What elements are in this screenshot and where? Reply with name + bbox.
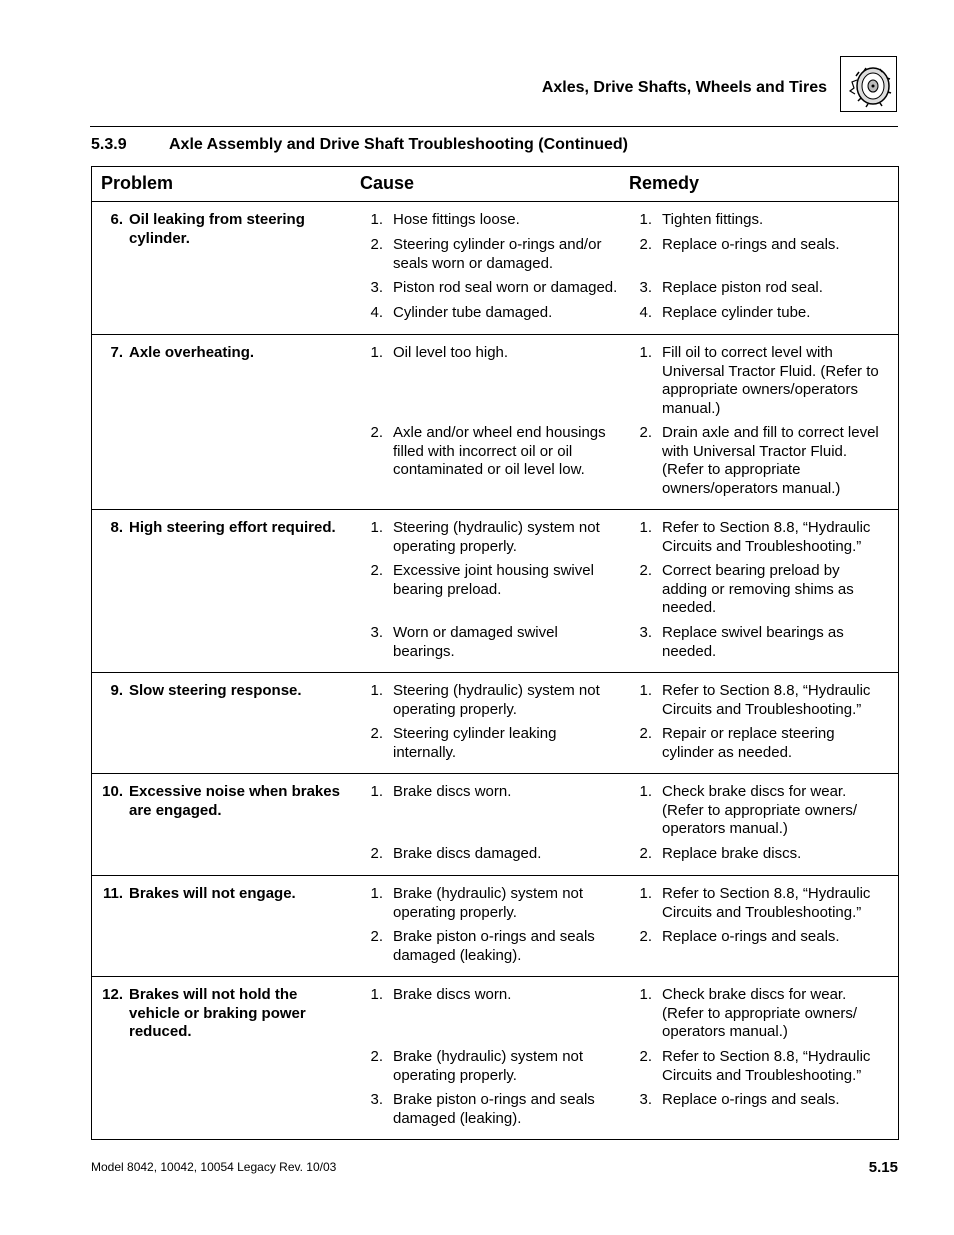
- remedy-item-text: Refer to Section 8.8, “Hydraulic Circuits and Troubleshooting.”: [662, 519, 871, 555]
- cause-cell: [360, 519, 629, 667]
- remedy-item-number: 1.: [639, 211, 652, 228]
- remedy-item-text: Replace o-rings and seals.: [662, 1091, 840, 1108]
- column-header-problem: Problem: [101, 173, 174, 193]
- problem-text: Oil leaking from steering cylinder.: [129, 211, 305, 247]
- column-header-remedy: Remedy: [629, 173, 700, 193]
- remedy-item-text: Replace brake discs.: [662, 845, 802, 862]
- problem-number: 6.: [110, 211, 123, 228]
- table-header: [92, 167, 898, 202]
- problem-cell: [92, 986, 360, 1134]
- remedy-item: [629, 304, 898, 323]
- remedy-cell: [629, 211, 898, 329]
- cause-cell: [360, 885, 629, 971]
- cause-item-number: 2.: [370, 236, 383, 253]
- cause-item-text: Brake (hydraulic) system not operating properly.: [393, 1048, 584, 1084]
- cause-item-text: Oil level too high.: [393, 344, 509, 361]
- cause-item: [360, 783, 629, 839]
- problem-cell: [92, 682, 360, 768]
- cause-cell: [360, 344, 629, 504]
- remedy-item: [629, 1091, 898, 1128]
- problem-cell: [92, 783, 360, 870]
- problem-item: [92, 682, 360, 701]
- remedy-item: [629, 279, 898, 298]
- remedy-item-number: 2.: [639, 725, 652, 742]
- cause-item-number: 2.: [370, 1048, 383, 1065]
- problem-item: [92, 344, 360, 363]
- cause-item-text: Hose fittings loose.: [393, 211, 520, 228]
- section-title: Axle Assembly and Drive Shaft Troubleshooting (Continued): [169, 136, 629, 153]
- cause-item-number: 2.: [370, 845, 383, 862]
- cause-item: [360, 624, 629, 661]
- cause-item-number: 1.: [370, 519, 383, 536]
- cause-item: [360, 986, 629, 1042]
- cause-item: [360, 885, 629, 922]
- remedy-item: [629, 236, 898, 273]
- problem-number: 9.: [110, 682, 123, 699]
- cause-item-text: Brake piston o-rings and seals damaged (leaking).: [393, 928, 595, 964]
- troubleshooting-table: [91, 166, 899, 1140]
- remedy-item-number: 1.: [639, 783, 652, 800]
- remedy-item-text: Replace o-rings and seals.: [662, 928, 840, 945]
- cause-item: [360, 211, 629, 230]
- remedy-item-number: 2.: [639, 424, 652, 441]
- cause-item: [360, 236, 629, 273]
- cause-item-text: Worn or damaged swivel bearings.: [393, 624, 558, 660]
- remedy-item: [629, 344, 898, 418]
- remedy-item-text: Replace cylinder tube.: [662, 304, 811, 321]
- cause-item: [360, 682, 629, 719]
- remedy-item-number: 1.: [639, 519, 652, 536]
- remedy-item: [629, 1048, 898, 1085]
- table-row: [92, 202, 898, 335]
- remedy-item-number: 2.: [639, 928, 652, 945]
- problem-text: Slow steering response.: [129, 682, 302, 699]
- cause-item-number: 3.: [370, 624, 383, 641]
- problem-number: 8.: [110, 519, 123, 536]
- remedy-item: [629, 885, 898, 922]
- problem-item: [92, 885, 360, 904]
- problem-text: Excessive noise when brakes are engaged.: [129, 783, 340, 819]
- remedy-item-number: 1.: [639, 986, 652, 1003]
- remedy-item-number: 3.: [639, 624, 652, 641]
- cause-cell: [360, 211, 629, 329]
- table-row: [92, 774, 898, 876]
- cause-item: [360, 344, 629, 418]
- column-header-cause: Cause: [360, 173, 415, 193]
- problem-item: [92, 986, 360, 1042]
- remedy-item-text: Replace swivel bearings as needed.: [662, 624, 844, 660]
- cause-item-number: 2.: [370, 928, 383, 945]
- remedy-item: [629, 845, 898, 864]
- cause-item: [360, 304, 629, 323]
- remedy-item-number: 2.: [639, 562, 652, 579]
- table-row: [92, 510, 898, 673]
- tire-icon-box: [840, 56, 897, 112]
- remedy-item-text: Check brake discs for wear. (Refer to appropriate owners/ operators manual.): [662, 986, 858, 1040]
- section-number: 5.3.9: [91, 136, 127, 153]
- table-row: [92, 876, 898, 977]
- problem-number: 10.: [102, 783, 123, 800]
- cause-item-text: Steering cylinder leaking internally.: [393, 725, 557, 761]
- remedy-item-text: Refer to Section 8.8, “Hydraulic Circuits and Troubleshooting.”: [662, 682, 871, 718]
- problem-cell: [92, 885, 360, 971]
- remedy-item-text: Correct bearing preload by adding or removing shims as needed.: [662, 562, 854, 616]
- page-number: 5.15: [868, 1159, 898, 1176]
- cause-cell: [360, 682, 629, 768]
- cause-item-number: 3.: [370, 1091, 383, 1108]
- cause-item-text: Brake discs worn.: [393, 986, 512, 1003]
- problem-number: 7.: [110, 344, 123, 361]
- remedy-cell: [629, 682, 898, 768]
- remedy-cell: [629, 519, 898, 667]
- problem-item: [92, 519, 360, 538]
- cause-item-text: Brake discs worn.: [393, 783, 512, 800]
- problem-item: [92, 211, 360, 248]
- remedy-cell: [629, 885, 898, 971]
- remedy-cell: [629, 344, 898, 504]
- remedy-item-text: Refer to Section 8.8, “Hydraulic Circuits and Troubleshooting.”: [662, 1048, 871, 1084]
- cause-item-number: 2.: [370, 725, 383, 742]
- cause-item-text: Brake piston o-rings and seals damaged (leaking).: [393, 1091, 595, 1127]
- cause-item-text: Excessive joint housing swivel bearing preload.: [393, 562, 594, 598]
- cause-item: [360, 1091, 629, 1128]
- cause-item: [360, 1048, 629, 1085]
- problem-item: [92, 783, 360, 820]
- problem-cell: [92, 519, 360, 667]
- remedy-cell: [629, 783, 898, 870]
- remedy-item-number: 2.: [639, 1048, 652, 1065]
- cause-item-text: Cylinder tube damaged.: [393, 304, 553, 321]
- cause-item-number: 1.: [370, 682, 383, 699]
- remedy-item: [629, 986, 898, 1042]
- remedy-item-text: Tighten fittings.: [662, 211, 764, 228]
- remedy-item-text: Replace piston rod seal.: [662, 279, 823, 296]
- remedy-item-text: Replace o-rings and seals.: [662, 236, 840, 253]
- page-header-title: Axles, Drive Shafts, Wheels and Tires: [541, 79, 827, 96]
- cause-item-number: 3.: [370, 279, 383, 296]
- remedy-item-number: 2.: [639, 845, 652, 862]
- problem-text: High steering effort required.: [129, 519, 336, 536]
- cause-item-text: Steering (hydraulic) system not operating properly.: [393, 682, 600, 718]
- cause-cell: [360, 783, 629, 870]
- remedy-item-text: Drain axle and fill to correct level with Universal Tractor Fluid. (Refer to appropriate owners/operators manual.): [662, 424, 879, 497]
- footer-model: Model 8042, 10042, 10054 Legacy Rev. 10/03: [91, 1160, 337, 1174]
- problem-number: 12.: [102, 986, 123, 1003]
- table-row: [92, 977, 898, 1139]
- problem-number: 11.: [102, 885, 123, 902]
- problem-cell: [92, 344, 360, 504]
- remedy-item-text: Fill oil to correct level with Universal Tractor Fluid. (Refer to appropriate owners/operators manual.): [662, 344, 879, 417]
- remedy-item: [629, 211, 898, 230]
- problem-text: Brakes will not hold the vehicle or braking power reduced.: [129, 986, 306, 1040]
- header-rule: [90, 126, 898, 127]
- cause-item-number: 2.: [370, 562, 383, 579]
- remedy-item-text: Repair or replace steering cylinder as needed.: [662, 725, 835, 761]
- remedy-item: [629, 725, 898, 762]
- remedy-item: [629, 519, 898, 556]
- cause-item-text: Piston rod seal worn or damaged.: [393, 279, 618, 296]
- cause-item: [360, 725, 629, 762]
- remedy-item-text: Refer to Section 8.8, “Hydraulic Circuits and Troubleshooting.”: [662, 885, 871, 921]
- remedy-cell: [629, 986, 898, 1134]
- remedy-item-number: 1.: [639, 344, 652, 361]
- problem-text: Brakes will not engage.: [129, 885, 296, 902]
- cause-cell: [360, 986, 629, 1134]
- cause-item-number: 2.: [370, 424, 383, 441]
- cause-item-text: Axle and/or wheel end housings filled with incorrect oil or oil contaminated or oil level low.: [393, 424, 606, 478]
- cause-item-text: Brake discs damaged.: [393, 845, 542, 862]
- cause-item-text: Brake (hydraulic) system not operating properly.: [393, 885, 584, 921]
- cause-item-number: 1.: [370, 885, 383, 902]
- remedy-item: [629, 928, 898, 965]
- cause-item-text: Steering (hydraulic) system not operating properly.: [393, 519, 600, 555]
- cause-item-number: 1.: [370, 986, 383, 1003]
- remedy-item-number: 3.: [639, 1091, 652, 1108]
- remedy-item: [629, 783, 898, 839]
- remedy-item-number: 4.: [639, 304, 652, 321]
- remedy-item: [629, 682, 898, 719]
- table-row: [92, 335, 898, 510]
- cause-item: [360, 845, 629, 864]
- cause-item-number: 1.: [370, 211, 383, 228]
- cause-item: [360, 519, 629, 556]
- remedy-item-number: 2.: [639, 236, 652, 253]
- cause-item-number: 4.: [370, 304, 383, 321]
- remedy-item: [629, 562, 898, 618]
- cause-item: [360, 928, 629, 965]
- remedy-item-text: Check brake discs for wear. (Refer to appropriate owners/ operators manual.): [662, 783, 858, 837]
- remedy-item: [629, 424, 898, 498]
- table-row: [92, 673, 898, 774]
- remedy-item: [629, 624, 898, 661]
- remedy-item-number: 3.: [639, 279, 652, 296]
- cause-item: [360, 562, 629, 618]
- cause-item-number: 1.: [370, 783, 383, 800]
- problem-text: Axle overheating.: [129, 344, 255, 361]
- table-body: [92, 202, 898, 1139]
- cause-item: [360, 279, 629, 298]
- tire-icon: [844, 60, 894, 108]
- cause-item-number: 1.: [370, 344, 383, 361]
- problem-cell: [92, 211, 360, 329]
- remedy-item-number: 1.: [639, 885, 652, 902]
- cause-item-text: Steering cylinder o-rings and/or seals worn or damaged.: [393, 236, 602, 272]
- cause-item: [360, 424, 629, 498]
- remedy-item-number: 1.: [639, 682, 652, 699]
